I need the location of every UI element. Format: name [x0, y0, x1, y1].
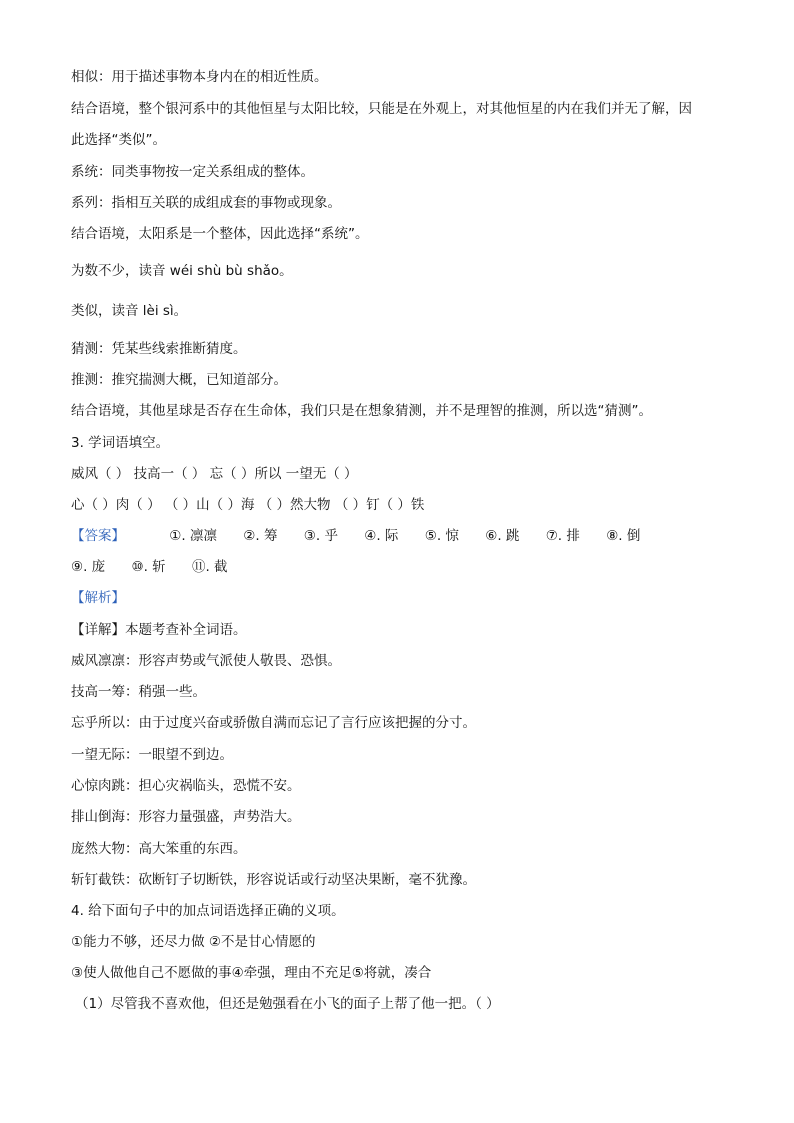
answer-item: ⑩. 斩: [131, 559, 166, 575]
text-line: 系统：同类事物按一定关系组成的整体。: [71, 164, 314, 180]
answer-item: ⑨. 庞: [71, 559, 106, 575]
text-line: 猜测：凭某些线索推断猜度。: [71, 341, 247, 357]
text-line: 【详解】本题考查补全词语。: [71, 622, 247, 638]
text-line: 系列：指相互关联的成组成套的事物或现象。: [71, 195, 341, 211]
text-line: 推测：推究揣测大概，已知道部分。: [71, 372, 287, 388]
answer-row: [71, 558, 731, 576]
text-line: 庞然大物：高大笨重的东西。: [71, 841, 247, 857]
text-line: 威风凛凛：形容声势或气派使人敬畏、恐惧。: [71, 653, 341, 669]
answer-item: ⑦. 排: [545, 528, 580, 544]
answer-item: ⑤. 惊: [424, 528, 459, 544]
option-line: ①能力不够，还尽力做 ②不是甘心情愿的: [71, 934, 316, 950]
answer-item: ④. 际: [364, 528, 399, 544]
text-line: 心惊肉跳：担心灾祸临头，恐慌不安。: [71, 778, 301, 794]
text-line: 相似：用于描述事物本身内在的相近性质。: [71, 69, 328, 85]
analysis-tag: 【解析】: [71, 590, 125, 606]
text-line: 结合语境，其他星球是否存在生命体，我们只是在想象猜测，并不是理智的推测，所以选“猜测”。: [71, 403, 652, 419]
answer-tag: 【答案】: [71, 528, 125, 544]
fill-blank-row: 心（ ）肉（ ） （ ）山（ ）海 （ ）然大物 （ ）钉（ ）铁: [71, 497, 425, 513]
text-line: 此选择“类似”。: [71, 132, 166, 148]
text-line: 技高一筹：稍强一些。: [71, 684, 206, 700]
answer-row: [71, 527, 731, 545]
sub-question: （1）尽管我不喜欢他，但还是勉强看在小飞的面子上帮了他一把。（ ）: [75, 996, 500, 1012]
question-heading: 4. 给下面句子中的加点词语选择正确的义项。: [71, 903, 345, 919]
text-line: 结合语境，整个银河系中的其他恒星与太阳比较，只能是在外观上，对其他恒星的内在我们并无了解，因: [71, 101, 692, 117]
question-heading: 3. 学词语填空。: [71, 435, 170, 451]
text-line: 结合语境，太阳系是一个整体，因此选择“系统”。: [71, 226, 369, 242]
answer-item: ③. 乎: [303, 528, 338, 544]
text-line: 斩钉截铁：砍断钉子切断铁，形容说话或行动坚决果断，毫不犹豫。: [71, 872, 476, 888]
text-line: 为数不少，读音 wéi shù bù shǎo。: [71, 263, 293, 279]
answer-item: ⑧. 倒: [606, 528, 641, 544]
text-line: 一望无际：一眼望不到边。: [71, 747, 233, 763]
text-line: 类似，读音 lèi sì。: [71, 303, 188, 319]
answer-item: ⑥. 跳: [485, 528, 520, 544]
text-line: 排山倒海：形容力量强盛，声势浩大。: [71, 809, 301, 825]
answer-item: ①. 凛凛: [169, 528, 217, 544]
option-line: ③使人做他自己不愿做的事④牵强，理由不充足⑤将就，凑合: [71, 965, 432, 981]
answer-item: ⑪. 截: [191, 559, 228, 575]
answer-item: ②. 筹: [243, 528, 278, 544]
text-line: 忘乎所以：由于过度兴奋或骄傲自满而忘记了言行应该把握的分寸。: [71, 715, 476, 731]
fill-blank-row: 威风（ ） 技高一（ ） 忘（ ）所以 一望无（ ）: [71, 466, 358, 482]
